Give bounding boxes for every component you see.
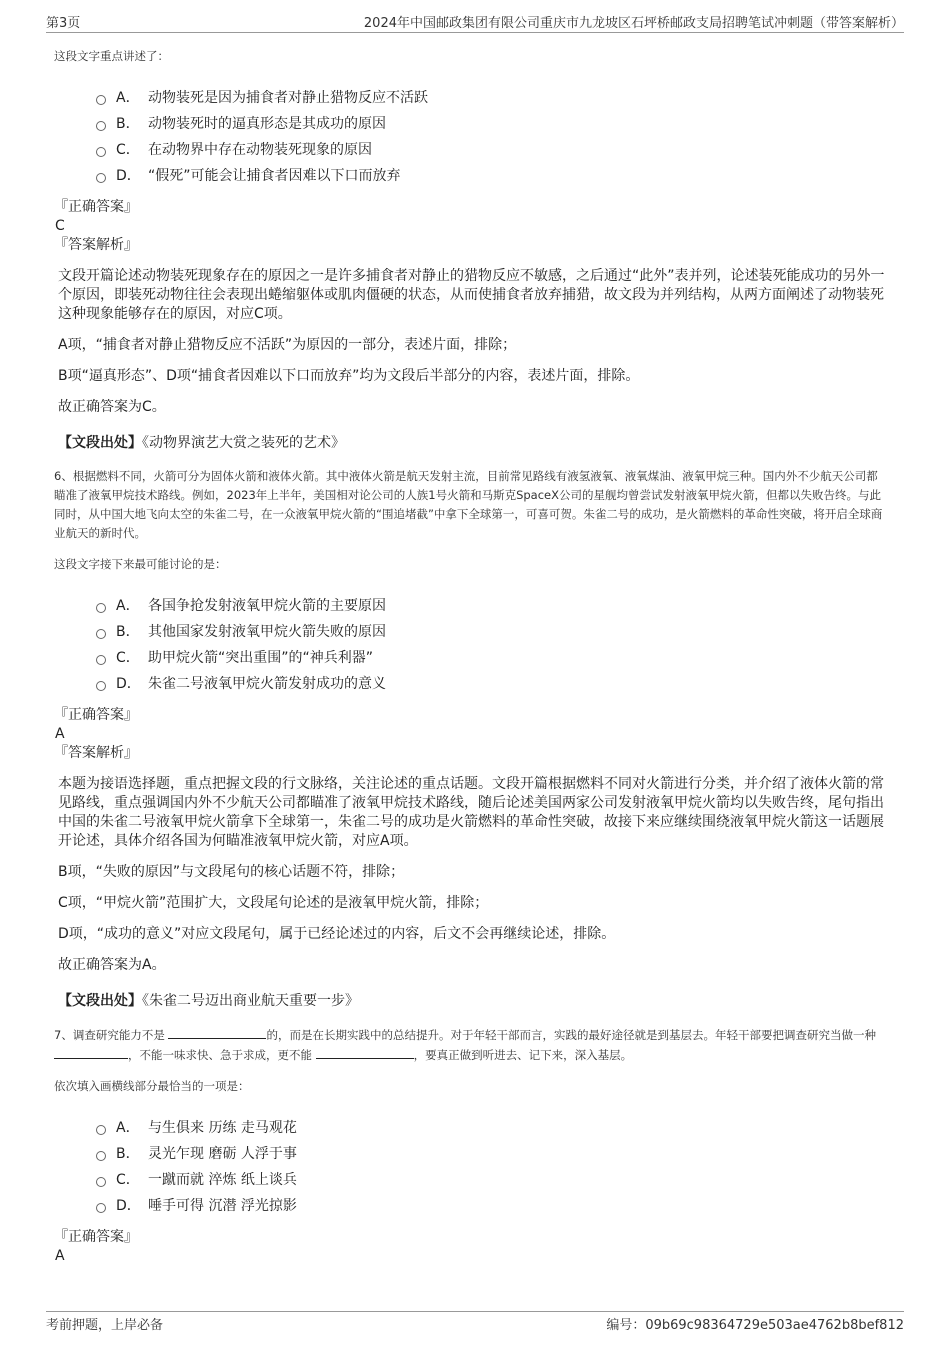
q5-answer-label: 『正确答案』 [54, 199, 138, 215]
radio-icon[interactable] [96, 629, 106, 639]
q6-analysis-label: 『答案解析』 [54, 745, 138, 761]
q5-source-label: 【文段出处】 [58, 435, 142, 451]
q6-source-title: 《朱雀二号迈出商业航天重要一步》 [142, 993, 359, 1009]
footer-serial: 编号：09b69c98364729e503ae4762b8bef812 [606, 1318, 904, 1333]
q7-prompt: 依次填入画横线部分最恰当的一项是： [54, 1079, 250, 1093]
q6-option-c[interactable]: C． 助甲烷火箭“突出重围”的“神兵利器” [96, 644, 886, 670]
q5-answer: C [55, 218, 65, 234]
page-number: 第3页 [46, 16, 81, 31]
q7-passage: 7、调查研究能力不是 的，而是在长期实践中的总结提升。对于年轻干部而言，实践的最好途径就是到基层去。年轻干部要把调查研究当做一种 ，不能一味求快、急于求成，更不能 ，要真正做到听进去、记下来，深入基层。 [54, 1025, 886, 1065]
document-title: 2024年中国邮政集团有限公司重庆市九龙坡区石坪桥邮政支局招聘笔试冲刺题（带答案解析） [363, 16, 904, 31]
q6-prompt: 这段文字接下来最可能讨论的是： [54, 557, 227, 571]
radio-icon[interactable] [96, 1203, 106, 1213]
q5-options [96, 84, 886, 188]
radio-icon[interactable] [96, 1151, 106, 1161]
q6-answer: A [55, 726, 65, 742]
radio-icon[interactable] [96, 655, 106, 665]
q5-source [58, 434, 886, 453]
q5-analysis-2: A项，“捕食者对静止猎物反应不活跃”为原因的一部分，表述片面，排除； [58, 337, 517, 353]
q6-analysis-5: 故正确答案为A。 [58, 957, 166, 973]
header-rule [46, 32, 904, 33]
q5-option-d[interactable]: D． “假死”可能会让捕食者因难以下口而放弃 [96, 162, 886, 188]
q5-analysis-4: 故正确答案为C。 [58, 399, 166, 415]
q7-option-c[interactable]: C． 一蹴而就 淬炼 纸上谈兵 [96, 1166, 886, 1192]
radio-icon[interactable] [96, 603, 106, 613]
q6-analysis-1: 本题为接语选择题，重点把握文段的行文脉络，关注论述的重点话题。文段开篇根据燃料不同对火箭进行分类，并介绍了液体火箭的常见路线，重点强调国内外不少航天公司都瞄准了液氧甲烷技术路线，随后论述美国两家公司发射液氧甲烷火箭均以失败告终，尾句指出中国的朱雀二号液氧甲烷火箭拿下全球第一，朱雀二号的成功是火箭燃料的革命性突破，故接下来应继续围绕液氧甲烷火箭这一话题展开论述，具体介绍各国为何瞄准液氧甲烷火箭，对应A项。 [58, 776, 884, 849]
radio-icon[interactable] [96, 1177, 106, 1187]
q5-prompt: 这段文字重点讲述了： [54, 49, 169, 63]
q5-analysis-label: 『答案解析』 [54, 237, 138, 253]
footer-slogan: 考前押题，上岸必备 [46, 1318, 164, 1333]
q5-analysis-1: 文段开篇论述动物装死现象存在的原因之一是许多捕食者对静止的猎物反应不敏感，之后通过“此外”表并列，论述装死能成功的另外一个原因，即装死动物往往会表现出蜷缩躯体或肌肉僵硬的状态，从而使捕食者放弃捕猎，故文段为并列结构，从两方面阐述了动物装死这种现象能够存在的原因，对应C项。 [58, 268, 885, 322]
q6-option-b[interactable]: B． 其他国家发射液氧甲烷火箭失败的原因 [96, 618, 886, 644]
q7-option-b[interactable]: B． 灵光乍现 磨砺 人浮于事 [96, 1140, 886, 1166]
q5-option-c[interactable]: C． 在动物界中存在动物装死现象的原因 [96, 136, 886, 162]
q7-answer: A [55, 1248, 65, 1264]
q6-options [96, 592, 886, 696]
q5-option-b[interactable]: B． 动物装死时的逼真形态是其成功的原因 [96, 110, 886, 136]
footer-rule [46, 1311, 904, 1312]
q6-passage: 6、根据燃料不同，火箭可分为固体火箭和液体火箭。其中液体火箭是航天发射主流，目前常见路线有液氢液氧、液氧煤油、液氧甲烷三种。国内外不少航天公司都瞄准了液氧甲烷技术路线。例如，2023年上半年，美国相对论公司的人族1号火箭和马斯克SpaceX公司的星舰均曾尝试发射液氧甲烷火箭，但都以失败告终。与此同时，从中国大地飞向太空的朱雀二号，在一众液氧甲烷火箭的“围追堵截”中拿下全球第一，可喜可贺。朱雀二号的成功，是火箭燃料的革命性突破，将开启全球商业航天的新时代。 [54, 469, 883, 540]
q6-option-d[interactable]: D． 朱雀二号液氧甲烷火箭发射成功的意义 [96, 670, 886, 696]
q7-answer-label: 『正确答案』 [54, 1229, 138, 1245]
radio-icon[interactable] [96, 95, 106, 105]
q6-analysis-3: C项，“甲烷火箭”范围扩大，文段尾句论述的是液氧甲烷火箭，排除； [58, 895, 489, 911]
q7-options [96, 1114, 886, 1218]
q5-option-a[interactable]: A． 动物装死是因为捕食者对静止猎物反应不活跃 [96, 84, 886, 110]
q6-answer-label: 『正确答案』 [54, 707, 138, 723]
radio-icon[interactable] [96, 173, 106, 183]
radio-icon[interactable] [96, 147, 106, 157]
blank-1 [168, 1025, 266, 1039]
q6-source [58, 992, 886, 1011]
q5-analysis-3: B项“逼真形态”、D项“捕食者因难以下口而放弃”均为文段后半部分的内容，表述片面，排除。 [58, 368, 640, 384]
q6-option-a[interactable]: A． 各国争抢发射液氧甲烷火箭的主要原因 [96, 592, 886, 618]
radio-icon[interactable] [96, 1125, 106, 1135]
document-body [54, 47, 886, 1265]
radio-icon[interactable] [96, 681, 106, 691]
blank-2 [54, 1045, 128, 1059]
q7-option-a[interactable]: A． 与生俱来 历练 走马观花 [96, 1114, 886, 1140]
page-header [0, 0, 950, 32]
q7-option-d[interactable]: D． 唾手可得 沉潜 浮光掠影 [96, 1192, 886, 1218]
radio-icon[interactable] [96, 121, 106, 131]
blank-3 [316, 1045, 414, 1059]
q6-analysis-2: B项，“失败的原因”与文段尾句的核心话题不符，排除； [58, 864, 405, 880]
q6-analysis-4: D项，“成功的意义”对应文段尾句，属于已经论述过的内容，后文不会再继续论述，排除。 [58, 926, 616, 942]
q6-source-label: 【文段出处】 [58, 993, 142, 1009]
q5-source-title: 《动物界演艺大赏之装死的艺术》 [142, 435, 345, 451]
